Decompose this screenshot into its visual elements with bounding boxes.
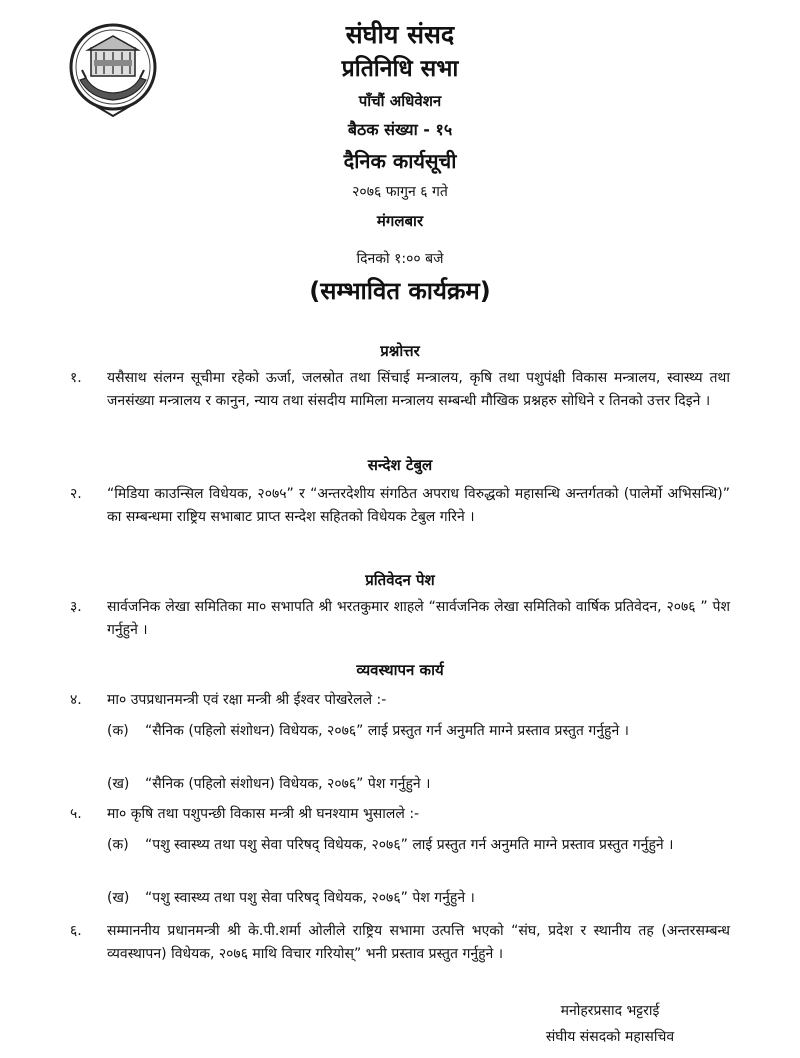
section-title-message-table: सन्देश टेबुल [367,456,433,474]
section-title-legislation: व्यवस्थापन कार्य [356,661,444,679]
subitem-text: “पशु स्वास्थ्य तथा पशु सेवा परिषद् विधेयक, २०७६” पेश गर्नुहुने । [145,890,475,906]
header-meeting-number: बैठक संख्या - १५ [347,120,453,139]
item-number: ४. [70,692,82,708]
subitem-label: (क) [107,837,129,853]
agenda-item-2 [70,483,730,529]
subitem-label: (क) [107,723,129,739]
item-number: ३. [70,599,82,615]
agenda-item-5 [70,803,730,826]
section-title-questions: प्रश्नोत्तर [380,342,420,360]
header-house: प्रतिनिधि सभा [341,56,459,82]
document-header [0,22,800,315]
item-text: सम्माननीय प्रधानमन्त्री श्री के.पी.शर्मा ओलीले राष्ट्रिय सभामा उत्पत्ति भएको “संघ, प्रदेश र स्थानीय तह (अन्तरसम्बन्ध व्यवस्थापन) विधेयक, २०७६ माथि विचार गरियोस्” भनी प्रस्ताव प्रस्तुत गर्नुहुने । [107,923,730,962]
item-number: ६. [70,923,82,939]
subitem-text: “सैनिक (पहिलो संशोधन) विधेयक, २०७६” लाई प्रस्तुत गर्न अनुमति माग्ने प्रस्ताव प्रस्तुत गर्नुहुने । [145,723,629,739]
agenda-subitem-5a [107,834,730,857]
agenda-item-3 [70,596,730,642]
subitem-label: (ख) [107,776,130,792]
header-date: २०७६ फागुन ६ गते [352,184,448,200]
subitem-label: (ख) [107,890,130,906]
header-weekday: मंगलबार [376,212,424,230]
item-number: ५. [70,806,82,822]
agenda-subitem-5b [107,887,730,910]
item-number: १. [70,370,82,386]
agenda-subitem-4a [107,720,730,743]
item-text: मा० कृषि तथा पशुपन्छी विकास मन्त्री श्री घनश्याम भुसालले :- [107,806,420,822]
agenda-item-6 [70,920,730,966]
signatory-name: मनोहरप्रसाद भट्टराई [560,1003,660,1019]
agenda-item-1 [70,367,730,413]
agenda-subitem-4b [107,773,730,796]
subitem-text: “सैनिक (पहिलो संशोधन) विधेयक, २०७६” पेश गर्नुहुने । [145,776,431,792]
agenda-item-4 [70,689,730,712]
item-text: यसैसाथ संलग्न सूचीमा रहेको ऊर्जा, जलस्रोत तथा सिंचाई मन्त्रालय, कृषि तथा पशुपंक्षी विकास मन्त्रालय, स्वास्थ्य तथा जनसंख्या मन्त्रालय र कानुन, न्याय तथा संसदीय मामिला मन्त्रालय सम्बन्धी मौखिक प्रश्नहरु सोधिने र तिनको उत्तर दिइने । [107,370,730,409]
header-program: (सम्भावित कार्यक्रम) [309,277,491,305]
signatory-title: संघीय संसदको महासचिव [545,1029,675,1045]
section-title-report: प्रतिवेदन पेश [365,571,435,589]
header-session: पाँचौं अधिवेशन [358,92,442,110]
item-number: २. [70,486,82,502]
item-text: “मिडिया काउन्सिल विधेयक, २०७५” र “अन्तरदेशीय संगठित अपराध विरुद्धको महासन्धि अन्तर्गतको (पालेर्मो अभिसन्धि)” का सम्बन्धमा राष्ट्रिय सभाबाट प्राप्त सन्देश सहितको विधेयक टेबुल गरिने । [107,486,730,525]
item-text: सार्वजनिक लेखा समितिका मा० सभापति श्री भरतकुमार शाहले “सार्वजनिक लेखा समितिको वार्षिक प्रतिवेदन, २०७६ ” पेश गर्नुहुने । [107,599,730,638]
header-time: दिनको १:०० बजे [356,251,444,267]
item-text: मा० उपप्रधानमन्त्री एवं रक्षा मन्त्री श्री ईश्वर पोखरेलले :- [107,692,387,708]
signature-block [470,998,750,1050]
header-parliament: संघीय संसद [345,20,455,49]
subitem-text: “पशु स्वास्थ्य तथा पशु सेवा परिषद् विधेयक, २०७६” लाई प्रस्तुत गर्न अनुमति माग्ने प्रस्ताव प्रस्तुत गर्नुहुने । [145,837,674,853]
header-agenda-title: दैनिक कार्यसूची [343,149,457,173]
